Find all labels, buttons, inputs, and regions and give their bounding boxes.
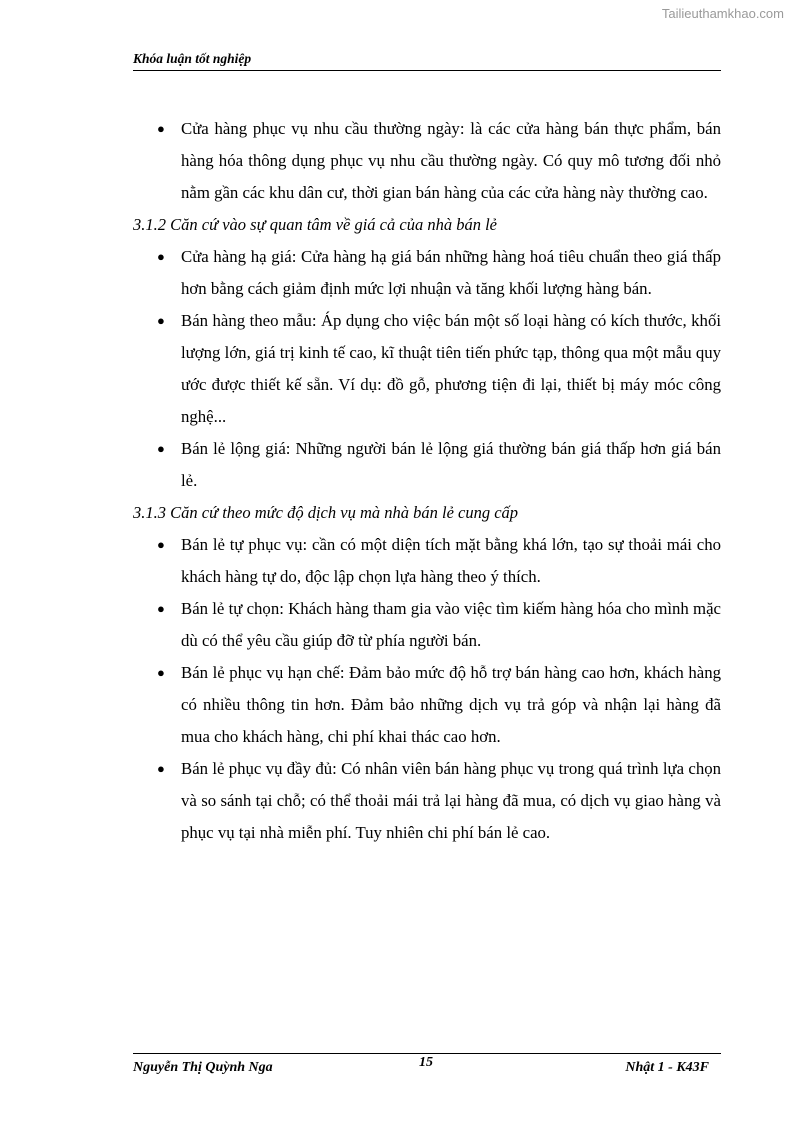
bullet-item xyxy=(133,241,721,305)
bullet-text: Bán lẻ lộng giá: Những người bán lẻ lộng giá thường bán giá thấp hơn giá bán lẻ. xyxy=(181,439,721,490)
bullet-text: Bán lẻ phục vụ hạn chế: Đảm bảo mức độ hỗ trợ bán hàng cao hơn, khách hàng có nhiều thông tin hơn. Đảm bảo những dịch vụ trả góp và nhận lại hàng đã mua cho khách hàng, chi phí khai thác cao hơn. xyxy=(181,663,721,746)
footer-class-code: Nhật 1 - K43F xyxy=(625,1060,709,1075)
bullet-item xyxy=(133,433,721,497)
bullet-icon: ● xyxy=(157,537,165,552)
bullet-item xyxy=(133,305,721,433)
bullet-text: Cửa hàng hạ giá: Cửa hàng hạ giá bán những hàng hoá tiêu chuẩn theo giá thấp hơn bằng cách giảm định mức lợi nhuận và tăng khối lượng hàng bán. xyxy=(181,247,721,298)
bullet-icon: ● xyxy=(157,441,165,456)
bullet-item xyxy=(133,593,721,657)
page-footer xyxy=(133,1053,721,1081)
bullet-item xyxy=(133,113,721,209)
section-heading-3-1-3: 3.1.3 Căn cứ theo mức độ dịch vụ mà nhà bán lẻ cung cấp xyxy=(133,503,519,522)
bullet-item xyxy=(133,529,721,593)
bullet-item xyxy=(133,753,721,849)
bullet-icon: ● xyxy=(157,313,165,328)
bullet-icon: ● xyxy=(157,665,165,680)
footer-author: Nguyễn Thị Quỳnh Nga xyxy=(133,1060,273,1075)
bullet-icon: ● xyxy=(157,121,165,136)
bullet-text: Cửa hàng phục vụ nhu cầu thường ngày: là các cửa hàng bán thực phẩm, bán hàng hóa thông dụng phục vụ nhu cầu thường ngày. Có quy mô tương đối nhỏ nằm gần các khu dân cư, thời gian bán hàng của các cửa hàng này thường cao. xyxy=(181,119,721,202)
bullet-text: Bán hàng theo mẫu: Áp dụng cho việc bán một số loại hàng có kích thước, khối lượng lớn, giá trị kinh tế cao, kĩ thuật tiên tiến phức tạp, thông qua một mẫu quy ước được thiết kế sẵn. Ví dụ: đồ gỗ, phương tiện đi lại, thiết bị máy móc công nghệ... xyxy=(181,311,721,426)
bullet-text: Bán lẻ tự phục vụ: cần có một diện tích mặt bằng khá lớn, tạo sự thoải mái cho khách hàng tự do, độc lập chọn lựa hàng theo ý thích. xyxy=(181,535,721,586)
bullet-text: Bán lẻ phục vụ đầy đủ: Có nhân viên bán hàng phục vụ trong quá trình lựa chọn và so sánh tại chỗ; có thể thoải mái trả lại hàng đã mua, có dịch vụ giao hàng và phục vụ tại nhà miễn phí. Tuy nhiên chi phí bán lẻ cao. xyxy=(181,759,721,842)
page-number: 15 xyxy=(419,1055,433,1070)
section-heading-3-1-2: 3.1.2 Căn cứ vào sự quan tâm về giá cả của nhà bán lẻ xyxy=(133,215,497,234)
bullet-icon: ● xyxy=(157,249,165,264)
bullet-icon: ● xyxy=(157,761,165,776)
watermark: Tailieuthamkhao.com xyxy=(661,6,784,21)
page-header xyxy=(133,50,721,71)
header-title: Khóa luận tốt nghiệp xyxy=(133,51,252,66)
page-content xyxy=(133,113,721,849)
bullet-icon: ● xyxy=(157,601,165,616)
bullet-text: Bán lẻ tự chọn: Khách hàng tham gia vào việc tìm kiếm hàng hóa cho mình mặc dù có thể yêu cầu giúp đỡ từ phía người bán. xyxy=(181,599,721,650)
bullet-item xyxy=(133,657,721,753)
